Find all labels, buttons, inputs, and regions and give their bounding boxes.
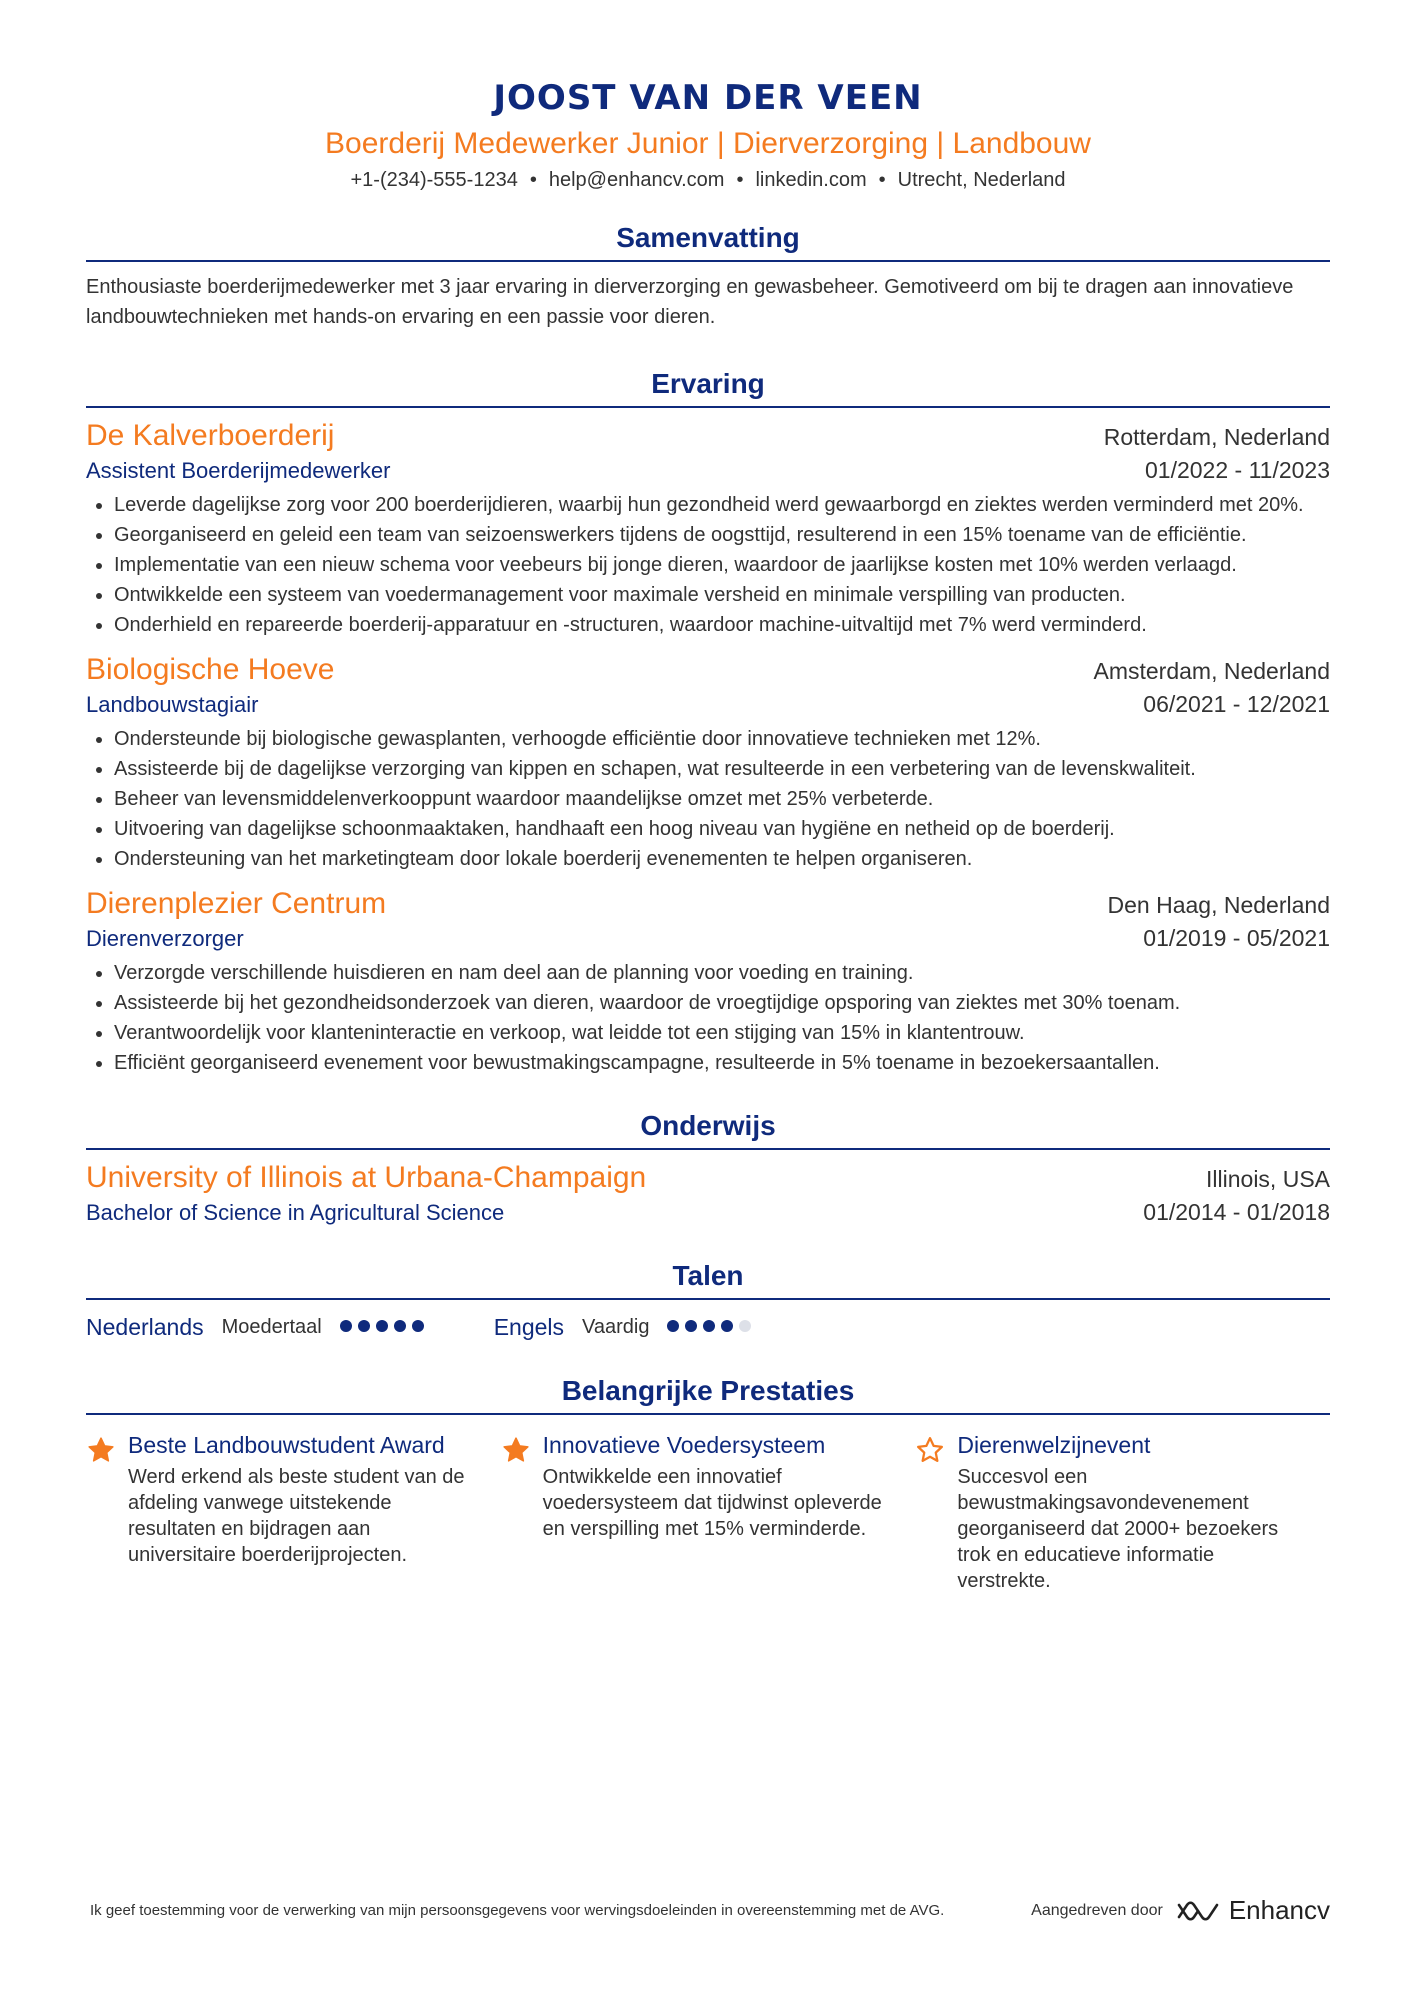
rating-dot-empty (739, 1320, 751, 1332)
experience-section (86, 364, 1330, 1078)
languages-section (86, 1256, 1330, 1341)
contact-location: Utrecht, Nederland (897, 169, 1066, 191)
contact-separator: • (736, 169, 744, 191)
achievement-description: Werd erkend als beste student van de afdeling vanwege uitstekende resultaten en bijdragen aan universitaire boerderijprojecten. (128, 1466, 465, 1566)
summary-text: Enthousiaste boerderijmedewerker met 3 jaar ervaring in dierverzorging en gewasbeheer. Gemotiveerd om bij te dragen aan innovatieve landbouwtechnieken met hands-on ervaring en een passie voor dieren. (86, 276, 1294, 328)
contact-separator: • (878, 169, 886, 191)
bullet-item: • Georganiseerd en geleid een team van seizoenswerkers tijdens de oogsttijd, resulterend in een 15% toename van de efficiëntie. (114, 520, 1330, 550)
language-rating (667, 1319, 757, 1337)
company-name: Dierenplezier Centrum (86, 887, 387, 920)
contact-email[interactable]: help@enhancv.com (548, 169, 725, 191)
bullet-item: • Leverde dagelijkse zorg voor 200 boerderijdieren, waarbij hun gezondheid werd gewaarborgd en ziektes werden verminderd met 20%. (114, 490, 1330, 520)
bullet-item: • Uitvoering van dagelijkse schoonmaaktaken, handhaaft een hoog niveau van hygiëne en netheid op de boerderij. (114, 814, 1330, 844)
summary-section (86, 218, 1330, 332)
bullet-item: • Ontwikkelde een systeem van voedermanagement voor maximale versheid en minimale verspilling van producten. (114, 580, 1330, 610)
job-title: Assistent Boerderijmedewerker (86, 458, 391, 483)
job-location: Rotterdam, Nederland (1103, 424, 1330, 450)
bullet-item: • Verantwoordelijk voor klanteninteractie en verkoop, wat leidde tot een stijging van 15% in klantentrouw. (114, 1018, 1330, 1048)
education-entry (86, 1158, 1330, 1228)
language-item (86, 1314, 430, 1341)
star-outline-icon (915, 1431, 957, 1594)
achievement-item (86, 1431, 501, 1594)
school-name: University of Illinois at Urbana-Champaign (86, 1161, 647, 1194)
job-bullets (86, 490, 1330, 640)
language-level: Vaardig (582, 1316, 650, 1338)
achievement-list (86, 1431, 1330, 1594)
job-bullets (86, 958, 1330, 1078)
candidate-name: JOOST VAN DER VEEN (493, 78, 923, 118)
section-title-languages: Talen (86, 1256, 1330, 1300)
bullet-item: • Assisteerde bij het gezondheidsonderzoek van dieren, waardoor de vroegtijdige opsporing van ziektes met 30% toenam. (114, 988, 1330, 1018)
footer (90, 1895, 1330, 1926)
achievement-title: Beste Landbouwstudent Award (128, 1432, 445, 1458)
school-location: Illinois, USA (1206, 1166, 1330, 1192)
degree: Bachelor of Science in Agricultural Science (86, 1200, 505, 1225)
job-title: Landbouwstagiair (86, 692, 259, 717)
rating-dot-filled (721, 1320, 733, 1332)
bullet-item: • Implementatie van een nieuw schema voor veebeurs bij jonge dieren, waardoor de jaarlijkse kosten met 10% werden verlaagd. (114, 550, 1330, 580)
powered-by-label: Aangedreven door (1031, 1901, 1163, 1919)
contact-separator: • (529, 169, 537, 191)
powered-by[interactable] (1031, 1895, 1330, 1926)
candidate-headline: Boerderij Medewerker Junior | Dierverzorging | Landbouw (325, 127, 1091, 160)
contact-line (86, 166, 1330, 194)
enhancv-logo-icon (1175, 1899, 1221, 1923)
job-title: Dierenverzorger (86, 926, 244, 951)
achievements-section (86, 1371, 1330, 1594)
language-name: Engels (493, 1314, 565, 1340)
company-name: De Kalverboerderij (86, 419, 335, 452)
section-title-education: Onderwijs (86, 1106, 1330, 1150)
company-name: Biologische Hoeve (86, 653, 335, 686)
bullet-item: • Onderhield en repareerde boerderij-apparatuur en -structuren, waardoor machine-uitvaltijd met 7% werd verminderd. (114, 610, 1330, 640)
job-dates: 06/2021 - 12/2021 (1143, 691, 1330, 717)
bullet-item: • Efficiënt georganiseerd evenement voor bewustmakingscampagne, resulteerde in 5% toename in bezoekersaantallen. (114, 1048, 1330, 1078)
enhancv-brand: Enhancv (1228, 1895, 1330, 1925)
job-bullets (86, 724, 1330, 874)
language-level: Moedertaal (221, 1316, 322, 1338)
bullet-item: • Verzorgde verschillende huisdieren en nam deel aan de planning voor voeding en training. (114, 958, 1330, 988)
language-item (494, 1314, 758, 1341)
achievement-title: Dierenwelzijnevent (957, 1432, 1151, 1458)
section-title-experience: Ervaring (86, 364, 1330, 408)
language-list (86, 1314, 1330, 1341)
experience-entry (86, 884, 1330, 1078)
job-location: Amsterdam, Nederland (1093, 658, 1330, 684)
education-dates: 01/2014 - 01/2018 (1143, 1199, 1330, 1225)
contact-phone: +1-(234)-555-1234 (350, 169, 518, 191)
section-title-summary: Samenvatting (86, 218, 1330, 262)
bullet-item: • Assisteerde bij de dagelijkse verzorging van kippen en schapen, wat resulteerde in een verbetering van de levenskwaliteit. (114, 754, 1330, 784)
bullet-item: • Ondersteunde bij biologische gewasplanten, verhoogde efficiëntie door innovatieve technieken met 12%. (114, 724, 1330, 754)
rating-dot-filled (340, 1320, 352, 1332)
achievement-description: Succesvol een bewustmakingsavondevenement georganiseerd dat 2000+ bezoekers trok en educatieve informatie verstrekte. (957, 1466, 1279, 1592)
achievement-description: Ontwikkelde een innovatief voedersysteem dat tijdwinst opleverde en verspilling met 15% verminderde. (542, 1466, 882, 1540)
education-section (86, 1106, 1330, 1228)
rating-dot-filled (703, 1320, 715, 1332)
job-dates: 01/2022 - 11/2023 (1144, 457, 1330, 483)
rating-dot-filled (358, 1320, 370, 1332)
rating-dot-filled (376, 1320, 388, 1332)
job-dates: 01/2019 - 05/2021 (1143, 925, 1330, 951)
rating-dot-filled (685, 1320, 697, 1332)
language-rating (340, 1319, 430, 1337)
language-name: Nederlands (86, 1314, 204, 1340)
star-filled-icon (86, 1431, 128, 1594)
resume-page (86, 70, 1330, 1594)
star-filled-icon (501, 1431, 543, 1594)
rating-dot-filled (667, 1320, 679, 1332)
achievement-item (915, 1431, 1330, 1594)
achievement-item (501, 1431, 916, 1594)
contact-linkedin[interactable]: linkedin.com (755, 169, 867, 191)
gdpr-consent: Ik geef toestemming voor de verwerking van mijn persoonsgegevens voor wervingsdoeleinden in overeenstemming met de AVG. (90, 1901, 945, 1919)
rating-dot-filled (412, 1320, 424, 1332)
rating-dot-filled (394, 1320, 406, 1332)
achievement-title: Innovatieve Voedersysteem (542, 1432, 826, 1458)
experience-entry (86, 416, 1330, 640)
experience-entry (86, 650, 1330, 874)
bullet-item: • Ondersteuning van het marketingteam door lokale boerderij evenementen te helpen organiseren. (114, 844, 1330, 874)
job-location: Den Haag, Nederland (1107, 892, 1330, 918)
section-title-achievements: Belangrijke Prestaties (86, 1371, 1330, 1415)
bullet-item: • Beheer van levensmiddelenverkooppunt waardoor maandelijkse omzet met 25% verbeterde. (114, 784, 1330, 814)
